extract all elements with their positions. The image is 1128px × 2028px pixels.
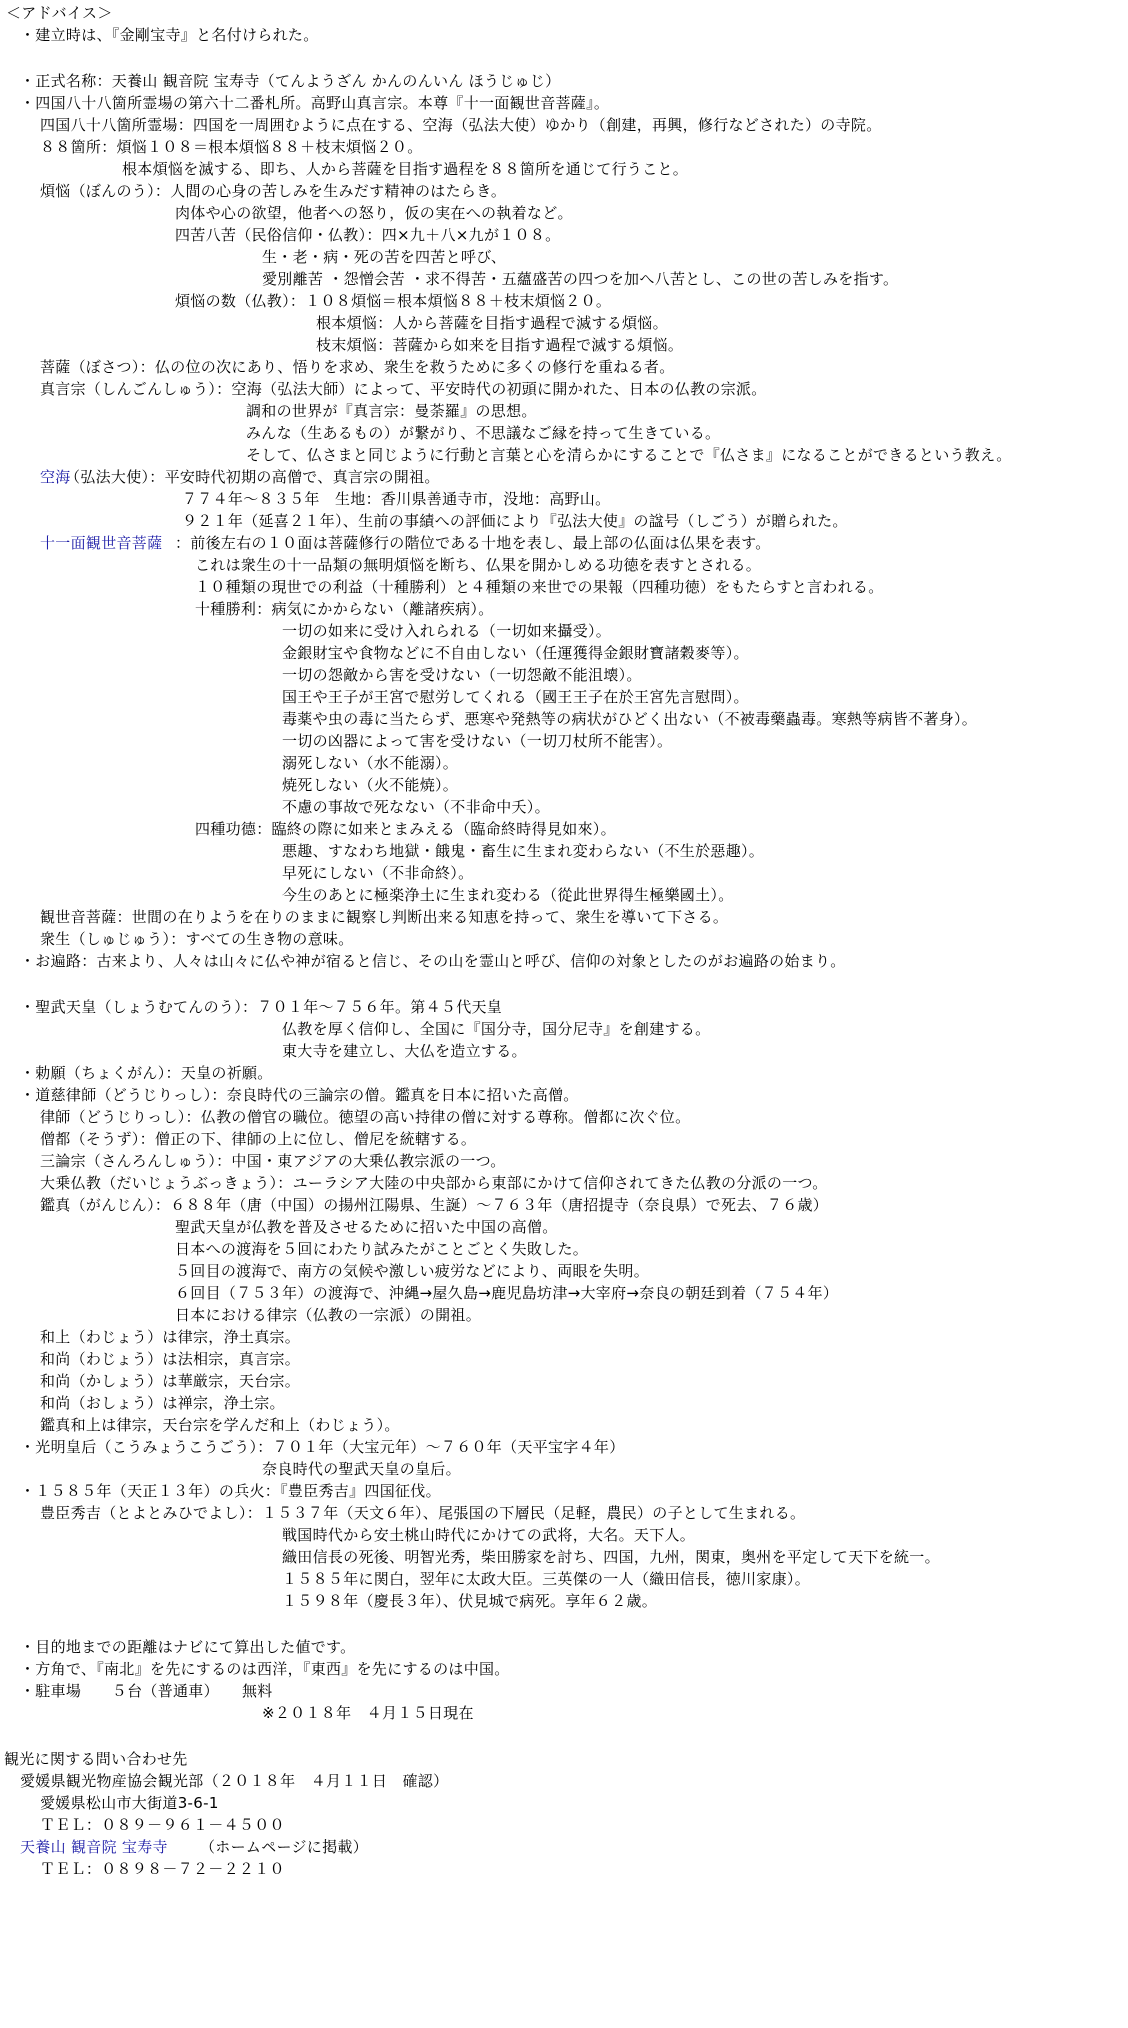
text-line-59: 和尚（わじょう）は法相宗，真言宗。 — [40, 1350, 301, 1368]
link-23[interactable]: 十一面観世音菩薩 — [40, 534, 163, 552]
text-line-41: 衆生（しゅじゅう）：すべての生き物の意味。 — [40, 930, 354, 948]
text-line-69: １５８５年に関白，翌年に太政大臣。三英傑の一人（織田信長，徳川家康）。 — [282, 1570, 811, 1588]
text-line-30: 国王や王子が王宮で慰労してくれる（國王王子在於王宮先言慰問）。 — [282, 688, 749, 706]
text-line-8: 肉体や心の欲望，他者への怒り，仮の実在への執着など。 — [175, 204, 573, 222]
text-line-6: 根本煩悩を滅する、即ち、人から菩薩を目指す過程を８８箇所を通じて行うこと。 — [122, 160, 689, 178]
text-line-3: ・四国八十八箇所霊場の第六十二番札所。高野山真言宗。本尊『十一面観世音菩薩』。 — [20, 94, 610, 112]
text-line-5: ８８箇所：煩悩１０８＝根本煩悩８８＋枝末煩悩２０。 — [40, 138, 423, 156]
text-line-54: 日本への渡海を５回にわたり試みたがことごとく失敗した。 — [175, 1240, 589, 1258]
text-line-25: １０種類の現世での利益（十種勝利）と４種類の来世での果報（四種功徳）をもたらすと言われる。 — [195, 578, 884, 596]
text-line-0: ＜アドバイス＞ — [6, 4, 113, 22]
text-line-18: みんな（生あるもの）が繋がり、不思議なご縁を持って生きている。 — [246, 424, 721, 442]
text-line-80: ＴＥＬ：０８９８－７２－２２１０ — [40, 1860, 285, 1878]
text-line-15: 菩薩（ぼさつ）：仏の位の次にあり、悟りを求め、衆生を救うために多くの修行を重ねる者。 — [40, 358, 675, 376]
text-line-62: 鑑真和上は律宗，天台宗を学んだ和上（わじょう）。 — [40, 1416, 400, 1434]
text-line-56: ６回目（７５３年）の渡海で、沖縄→屋久島→鹿児島坊津→大宰府→奈良の朝廷到着（７５４年） — [175, 1284, 839, 1302]
text-line-47: ・道慈律師（どうじりっし）：奈良時代の三論宗の僧。鑑真を日本に招いた高僧。 — [20, 1086, 579, 1104]
text-line-65: ・１５８５年（天正１３年）の兵火：『豊臣秀吉』四国征伐。 — [20, 1482, 441, 1500]
text-line-19: そして、仏さまと同じように行動と言葉と心を清らかにすることで『仏さま』になることができるという教え。 — [246, 446, 1012, 464]
text-line-78: ＴＥＬ：０８９－９６１－４５００ — [40, 1816, 285, 1834]
text-line-77: 愛媛県松山市大街道3-6-1 — [40, 1794, 219, 1812]
text-line-57: 日本における律宗（仏教の一宗派）の開祖。 — [175, 1306, 482, 1324]
text-line-2: ・正式名称：天養山 観音院 宝寿寺（てんようざん かんのんいん ほうじゅじ） — [20, 72, 561, 90]
text-line-50: 三論宗（さんろんしゅう）：中国・東アジアの大乗仏教宗派の一つ。 — [40, 1152, 506, 1170]
text-line-27: 一切の如来に受け入れられる（一切如来攝受）。 — [282, 622, 612, 640]
text-line-53: 聖武天皇が仏教を普及させるために招いた中国の高僧。 — [175, 1218, 558, 1236]
text-line-40: 観世音菩薩：世間の在りようを在りのままに観察し判断出来る知恵を持って、衆生を導いて下さる。 — [40, 908, 729, 926]
text-line-63: ・光明皇后（こうみょうこうごう）：７０１年（大宝元年）～７６０年（天平宝字４年） — [20, 1438, 625, 1456]
text-line-11: 愛別離苦 ・怨憎会苦 ・求不得苦・五蘊盛苦の四つを加へ八苦とし、この世の苦しみを指す。 — [262, 270, 899, 288]
text-line-38: 早死にしない（不非命終）。 — [282, 864, 474, 882]
text-line-13: 根本煩悩：人から菩薩を目指す過程で滅する煩悩。 — [316, 314, 668, 332]
text-line-75: 観光に関する問い合わせ先 — [4, 1750, 188, 1768]
text-line-35: 不慮の事故で死なない（不非命中夭）。 — [282, 798, 550, 816]
text-line-71: ・目的地までの距離はナビにて算出した値です。 — [20, 1638, 356, 1656]
text-line-46: ・勅願（ちょくがん）：天皇の祈願。 — [20, 1064, 273, 1082]
text-line-74: ※２０１８年 ４月１５日現在 — [262, 1704, 474, 1722]
text-line-66: 豊臣秀吉（とよとみひでよし）：１５３７年（天文６年）、尾張国の下層民（足軽，農民）の子として生まれる。 — [40, 1504, 806, 1522]
text-line-76: 愛媛県観光物産協会観光部（２０１８年 ４月１１日 確認） — [20, 1772, 449, 1790]
text-line-64: 奈良時代の聖武天皇の皇后。 — [262, 1460, 461, 1478]
text-line-32: 一切の凶器によって害を受けない（一切刀杖所不能害）。 — [282, 732, 673, 750]
text-line-20: （弘法大使）：平安時代初期の高僧で、真言宗の開祖。 — [65, 468, 440, 486]
text-line-60: 和尚（かしょう）は華厳宗，天台宗。 — [40, 1372, 301, 1390]
text-line-67: 戦国時代から安土桃山時代にかけての武将，大名。天下人。 — [282, 1526, 696, 1544]
text-line-28: 金銀財宝や食物などに不自由しない（任運獲得金銀財寶諸穀麥等）。 — [282, 644, 749, 662]
text-line-33: 溺死しない（水不能溺）。 — [282, 754, 459, 772]
text-line-36: 四種功德：臨終の際に如来とまみえる（臨命終時得見如來）。 — [195, 820, 616, 838]
text-line-9: 四苦八苦（民俗信仰・仏教）：四×九＋八×九が１０８。 — [175, 226, 561, 244]
text-line-23: ：前後左右の１０面は菩薩修行の階位である十地を表し、最上部の仏面は仏果を表す。 — [175, 534, 771, 552]
text-line-22: ９２１年（延喜２１年）、生前の事績への評価により『弘法大使』の諡号（しごう）が贈られた。 — [182, 512, 848, 530]
text-line-16: 真言宗（しんごんしゅう）：空海（弘法大師）によって、平安時代の初頭に開かれた、日本の仏教の宗派。 — [40, 380, 767, 398]
text-line-72: ・方角で、『南北』を先にするのは西洋，『東西』を先にするのは中国。 — [20, 1660, 510, 1678]
text-line-39: 今生のあとに極楽浄土に生まれ変わる（從此世界得生極樂國土）。 — [282, 886, 734, 904]
text-line-58: 和上（わじょう）は律宗，浄土真宗。 — [40, 1328, 301, 1346]
text-line-48: 律師（どうじりっし）：仏教の僧官の職位。徳望の高い持律の僧に対する尊称。僧都に次ぐ位。 — [40, 1108, 691, 1126]
text-line-61: 和尚（おしょう）は禅宗，浄土宗。 — [40, 1394, 285, 1412]
text-line-42: ・お遍路：古来より、人々は山々に仏や神が宿ると信じ、その山を霊山と呼び、信仰の対象としたのがお遍路の始まり。 — [20, 952, 846, 970]
text-line-52: 鑑真（がんじん）：６８８年（唐（中国）の揚州江陽県、生誕）～７６３年（唐招提寺（奈良県）で死去、７６歳） — [40, 1196, 829, 1214]
text-line-4: 四国八十八箇所霊場：四国を一周囲むように点在する、空海（弘法大使）ゆかり（創建，再興，修行などされた）の寺院。 — [40, 116, 882, 134]
link-20[interactable]: 空海 — [40, 468, 71, 486]
text-line-70: １５９８年（慶長３年）、伏見城で病死。享年６２歳。 — [282, 1592, 658, 1610]
text-line-49: 僧都（そうず）：僧正の下、律師の上に位し、僧尼を統轄する。 — [40, 1130, 477, 1148]
text-line-43: ・聖武天皇（しょうむてんのう）：７０１年～７５６年。第４５代天皇 — [20, 998, 503, 1016]
text-line-55: ５回目の渡海で、南方の気候や激しい疲労などにより、両眼を失明。 — [175, 1262, 650, 1280]
text-line-26: 十種勝利：病気にかからない（離諸疾病）。 — [195, 600, 494, 618]
text-line-1: ・建立時は、『金剛宝寺』と名付けられた。 — [20, 26, 319, 44]
text-line-29: 一切の怨敵から害を受けない（一切怨敵不能沮壊）。 — [282, 666, 642, 684]
link-79[interactable]: 天養山 観音院 宝寿寺 — [20, 1838, 168, 1856]
text-line-45: 東大寺を建立し、大仏を造立する。 — [282, 1042, 527, 1060]
text-line-51: 大乗仏教（だいじょうぶっきょう）：ユーラシア大陸の中央部から東部にかけて信仰されてきた仏教の分派の一つ。 — [40, 1174, 828, 1192]
text-line-10: 生・老・病・死の苦を四苦と呼び、 — [262, 248, 507, 266]
text-line-7: 煩悩（ぼんのう）：人間の心身の苦しみを生みだす精神のはたらき。 — [40, 182, 507, 200]
text-line-34: 焼死しない（火不能焼）。 — [282, 776, 459, 794]
text-line-14: 枝末煩悩：菩薩から如来を目指す過程で滅する煩悩。 — [316, 336, 684, 354]
text-line-68: 織田信長の死後、明智光秀，柴田勝家を討ち、四国，九州，関東，奥州を平定して天下を統一。 — [282, 1548, 940, 1566]
text-line-73: ・駐車場 ５台（普通車） 無料 — [20, 1682, 273, 1700]
text-line-21: ７７４年～８３５年 生地：香川県善通寺市，没地：高野山。 — [182, 490, 611, 508]
text-line-37: 悪趣、すなわち地獄・餓鬼・畜生に生まれ変わらない（不生於惡趣）。 — [282, 842, 765, 860]
text-line-44: 仏教を厚く信仰し、全国に『国分寺，国分尼寺』を創建する。 — [282, 1020, 711, 1038]
text-line-31: 毒薬や虫の毒に当たらず、悪寒や発熱等の病状がひどく出ない（不被毒藥蟲毒。寒熱等病皆不著身）。 — [282, 710, 978, 728]
text-line-24: これは衆生の十一品類の無明煩悩を断ち、仏果を開かしめる功徳を表すとされる。 — [195, 556, 762, 574]
text-line-12: 煩悩の数（仏教）：１０８煩悩＝根本煩悩８８＋枝末煩悩２０。 — [175, 292, 612, 310]
text-line-79: （ホームページに掲載） — [200, 1838, 369, 1856]
text-line-17: 調和の世界が『真言宗：曼荼羅』の思想。 — [246, 402, 537, 420]
